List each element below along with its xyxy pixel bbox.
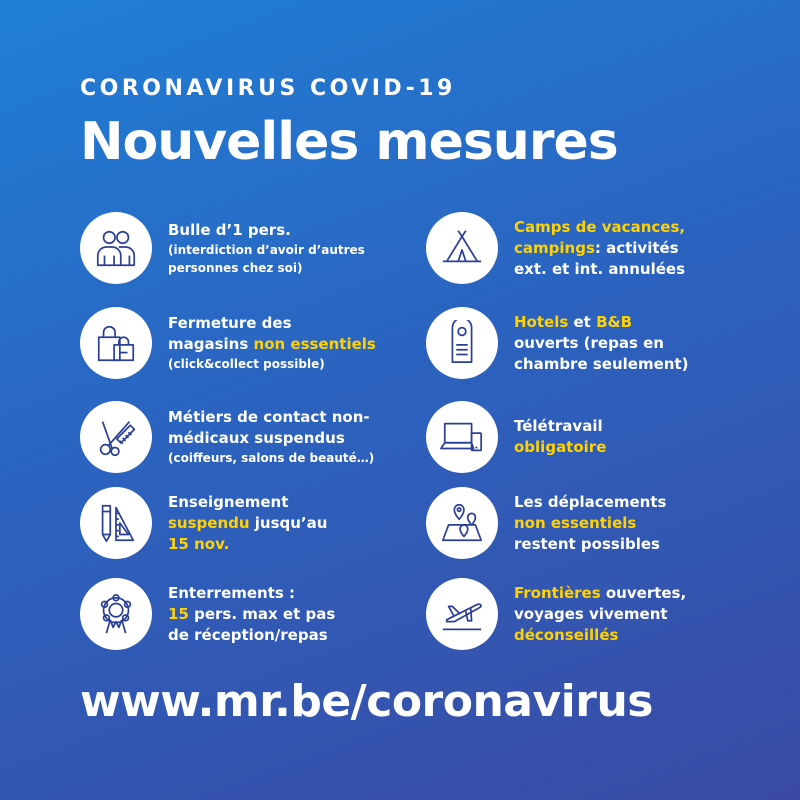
funeral-wreath-icon bbox=[80, 578, 152, 650]
door-hanger-icon bbox=[426, 307, 498, 379]
shopping-bags-icon bbox=[80, 307, 152, 379]
measure-telework bbox=[426, 401, 606, 473]
laptop-phone-icon bbox=[426, 401, 498, 473]
measure-travel bbox=[426, 487, 666, 559]
airplane-takeoff-icon bbox=[426, 578, 498, 650]
measure-text: Camps de vacances, campings: activités ext. et int. annulées bbox=[514, 217, 686, 278]
measure-funerals bbox=[80, 578, 335, 650]
measure-text: Bulle d’1 pers. (interdiction d’avoir d’autres personnes chez soi) bbox=[168, 220, 365, 275]
measure-camps bbox=[426, 212, 685, 284]
measure-bubble bbox=[80, 212, 365, 284]
measure-education bbox=[80, 487, 327, 559]
kicker: CORONAVIRUS COVID-19 bbox=[80, 76, 456, 101]
measure-borders bbox=[426, 578, 686, 650]
map-pins-icon bbox=[426, 487, 498, 559]
measure-text: Enseignement suspendu jusqu’au 15 nov. bbox=[168, 492, 328, 553]
measure-text: Télétravail obligatoire bbox=[514, 417, 607, 456]
measure-shops bbox=[80, 307, 376, 379]
measure-text: Fermeture des magasins non essentiels (click&collect possible) bbox=[168, 314, 376, 371]
scissors-comb-icon bbox=[80, 401, 152, 473]
measure-contact-jobs bbox=[80, 401, 374, 473]
footer-url[interactable]: www.mr.be/coronavirus bbox=[80, 676, 653, 727]
measure-hotels bbox=[426, 307, 688, 379]
measure-text: Les déplacements non essentiels restent possibles bbox=[514, 492, 667, 553]
measure-text: Frontières ouvertes, voyages vivement déconseillés bbox=[514, 583, 687, 644]
tent-icon bbox=[426, 212, 498, 284]
pencil-ruler-icon bbox=[80, 487, 152, 559]
measure-text: Hotels et B&B ouverts (repas en chambre seulement) bbox=[514, 312, 689, 373]
page-title: Nouvelles mesures bbox=[80, 112, 618, 172]
measure-text: Métiers de contact non- médicaux suspendus (coiffeurs, salons de beauté…) bbox=[168, 408, 375, 465]
measure-text: Enterrements : 15 pers. max et pas de réception/repas bbox=[168, 583, 336, 644]
people-icon bbox=[80, 212, 152, 284]
